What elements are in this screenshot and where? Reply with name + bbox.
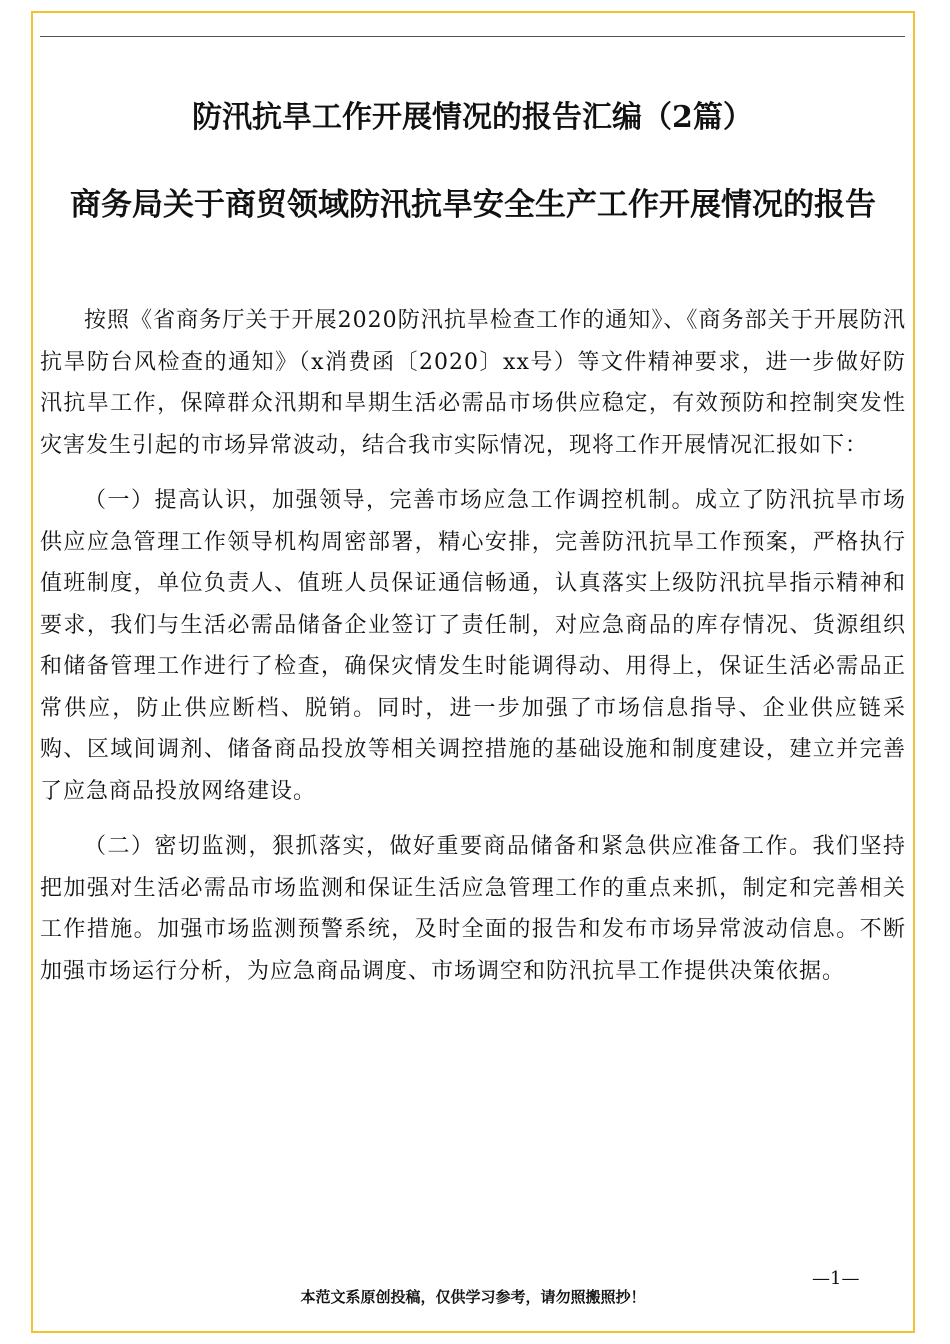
paragraph-section-2: （二）密切监测，狠抓落实，做好重要商品储备和紧急供应准备工作。我们坚持把加强对生活必需品市场监测和保证生活应急管理工作的重点来抓，制定和完善相关工作措施。加强市场监测预警系统，及时全面的报告和发布市场异常波动信息。不断加强市场运行分析，为应急商品调度、市场调空和防汛抗旱工作提供决策依据。 (40, 834, 906, 984)
document-title: 防汛抗旱工作开展情况的报告汇编（2篇） (192, 100, 753, 135)
paragraph-intro: 按照《省商务厅关于开展2020防汛抗旱检查工作的通知》、《商务部关于开展防汛抗旱防台风检查的通知》（x消费函〔2020〕xx号）等文件精神要求，进一步做好防汛抗旱工作，保障群众汛期和旱期生活必需品市场供应稳定，有效预防和控制突发性灾害发生引起的市场异常波动，结合我市实际情况，现将工作开展情况汇报如下： (40, 308, 906, 458)
footer-note: 本范文系原创投稿，仅供学习参考，请勿照搬照抄！ (300, 1288, 646, 1306)
header-rule (40, 36, 905, 37)
document-body (40, 300, 906, 1006)
page-number: —1— (812, 1268, 860, 1289)
paragraph-section-1: （一）提高认识，加强领导，完善市场应急工作调控机制。成立了防汛抗旱市场供应应急管理工作领导机构周密部署，精心安排，完善防汛抗旱工作预案，严格执行值班制度，单位负责人、值班人员保证通信畅通，认真落实上级防汛抗旱指示精神和要求，我们与生活必需品储备企业签订了责任制，对应急商品的库存情况、货源组织和储备管理工作进行了检查，确保灾情发生时能调得动、用得上，保证生活必需品正常供应，防止供应断档、脱销。同时，进一步加强了市场信息指导、企业供应链采购、区域间调剂、储备商品投放等相关调控措施的基础设施和制度建设，建立并完善了应急商品投放网络建设。 (40, 488, 906, 804)
document-subtitle: 商务局关于商贸领域防汛抗旱安全生产工作开展情况的报告 (70, 187, 876, 223)
